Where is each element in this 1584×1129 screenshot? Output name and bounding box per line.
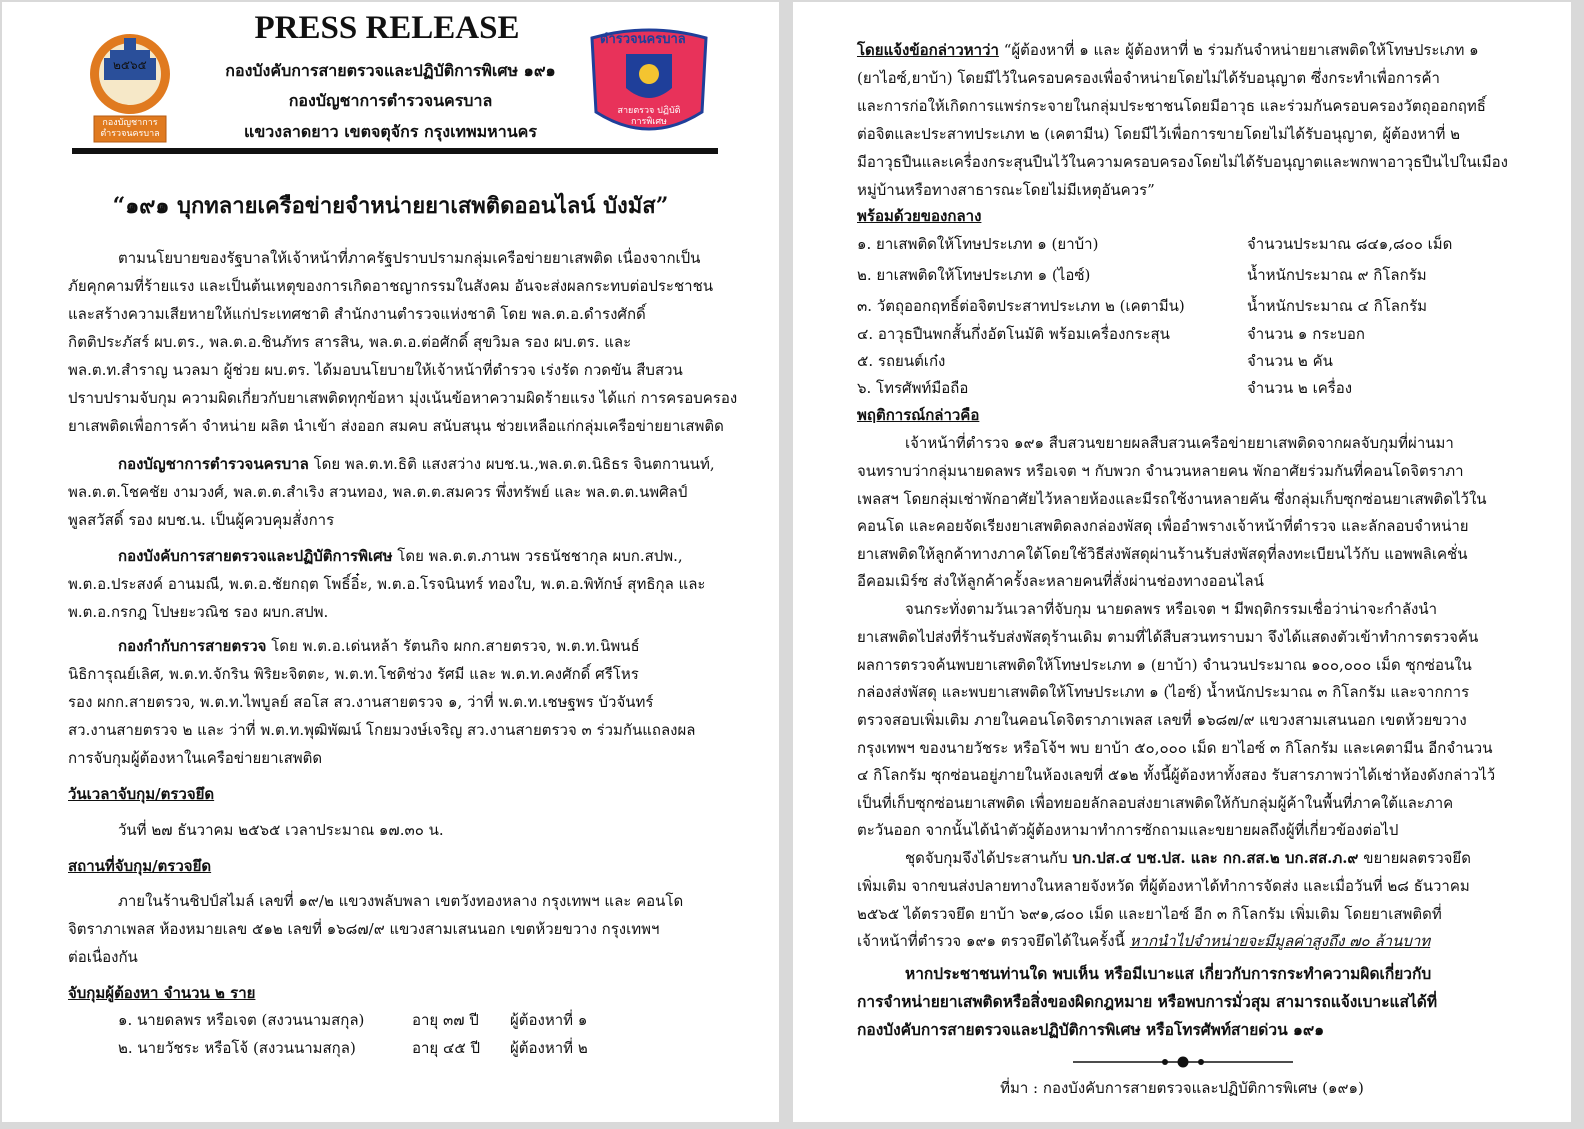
patrol-sub-para-first xyxy=(118,636,640,656)
evidence-item: ๖. โทรศัพท์มือถือ xyxy=(857,379,969,397)
intro-line: ยาเสพติดเพื่อการค้า จำหน่าย ผลิต นำเข้า ส่งออก สมคบ สนับสนุน ช่วยเหลือแก่กลุ่มเครือข่ายยาเสพติด xyxy=(68,417,724,435)
coordination-line: เพิ่มเติม จากขนส่งปลายทางในหลายจังหวัด ที่ผู้ต้องหาได้ทำการจัดส่ง และเมื่อวันที่ ๒๘ ธันวาคม xyxy=(857,877,1470,895)
evidence-item: ๔. อาวุธปืนพกสั้นกึ่งอัตโนมัติ พร้อมเครื่องกระสุน xyxy=(857,325,1170,343)
public-notice-line: การจำหน่ายยาเสพติดหรือสิ่งของผิดกฎหมาย หรือพบการมั่วสุม สามารถแจ้งเบาะแสได้ที่ xyxy=(857,992,1438,1011)
source-credit: ที่มา : กองบังคับการสายตรวจและปฏิบัติการพิเศษ (๑๙๑) xyxy=(1000,1079,1364,1097)
behavior-heading: พฤติการณ์กล่าวคือ xyxy=(857,406,980,424)
arrest-place-line: ต่อเนื่องกัน xyxy=(68,948,138,966)
behavior-line: ยาเสพติดไปส่งที่ร้านรับส่งพัสดุร้านเดิม ตามที่ได้สืบสวนทราบมา จึงได้แสดงตัวเข้าทำการตรวจค้น xyxy=(857,628,1479,646)
coordination-start: ชุดจับกุมจึงได้ประสานกับ xyxy=(905,849,1073,867)
suspect-age: อายุ ๔๕ ปี xyxy=(412,1039,480,1057)
arrest-place-line: จิตราภาเพลส ห้องหมายเลข ๕๑๒ เลขที่ ๑๖๘๗/๙ แขวงสามเสนนอก เขตห้วยขวาง กรุงเทพฯ xyxy=(68,920,660,938)
intro-line: กิตติประภัสร์ ผบ.ตร., พล.ต.อ.ชินภัทร สารสิน, พล.ต.อ.ต่อศักดิ์ สุขวิมล รอง ผบ.ตร. และ xyxy=(68,333,632,351)
charge-line: ต่อจิตและประสาทประเภท ๒ (เคตามีน) โดยมีไว้เพื่อการขายโดยไม่ได้รับอนุญาต, ผู้ต้องหาที่ ๒ xyxy=(857,125,1461,143)
metro-police-line: พล.ต.ต.โชคชัย งามวงศ์, พล.ต.ต.สำเริง สวนทอง, พล.ต.ต.สมควร พึ่งทรัพย์ และ พล.ต.ต.นพศิลป์ xyxy=(68,483,688,501)
total-value-emphasis: หากนำไปจำหน่ายจะมีมูลค่าสูงถึง ๗๐ ล้านบาท xyxy=(1129,932,1431,950)
patrol-sub-line: สว.งานสายตรวจ ๒ และ ว่าที่ พ.ต.ท.พุฒิพัฒน์ โกยมวงษ์เจริญ สว.งานสายตรวจ ๓ ร่วมกันแถลงผล xyxy=(68,721,696,739)
intro-line: ปราบปรามจับกุม ความผิดเกี่ยวกับยาเสพติดทุกข้อหา มุ่งเน้นข้อหาความผิดร้ายแรง ได้แก่ การครอบครอง xyxy=(68,389,738,407)
behavior-line: ตรวจสอบเพิ่มเติม ภายในคอนโดจิตราภาเพลส เลขที่ ๑๖๘๗/๙ แขวงสามเสนนอก เขตห้วยขวาง xyxy=(857,711,1467,729)
evidence-item: ๑. ยาเสพติดให้โทษประเภท ๑ (ยาบ้า) xyxy=(857,235,1099,253)
patrol-sub-line: รอง ผกก.สายตรวจ, พ.ต.ท.ไพบูลย์ สอโส สว.งานสายตรวจ ๑, ว่าที่ พ.ต.ท.เชษฐพร บัวจันทร์ xyxy=(68,693,654,711)
charge-line: หมู่บ้านหรือทางสาธารณะโดยไม่มีเหตุอันควร” xyxy=(857,181,1155,199)
charge-first-line xyxy=(857,40,1479,60)
evidence-item: ๕. รถยนต์เก๋ง xyxy=(857,352,946,370)
evidence-qty: น้ำหนักประมาณ ๙ กิโลกรัม xyxy=(1247,266,1427,284)
behavior-line: ยาเสพติดให้ลูกค้าทางภาคใต้โดยใช้วิธีส่งพัสดุผ่านร้านรับส่งพัสดุที่ลงทะเบียนไว้กับ แอพพลิเคชั่น xyxy=(857,545,1468,563)
evidence-heading: พร้อมด้วยของกลาง xyxy=(857,207,982,225)
left-logo-label: กองบัญชาการ ตำรวจนครบาล xyxy=(100,118,160,139)
patrol-sub-text: โดย พ.ต.อ.เด่นหล้า รัตนกิจ ผกก.สายตรวจ, พ.ต.ท.นิพนธ์ xyxy=(266,637,640,655)
headline: “๑๙๑ บุกทลายเครือข่ายจำหน่ายยาเสพติดออนไลน์ บังมัส” xyxy=(112,193,669,219)
suspect-name: ๑. นายดลพร หรือเจต (สงวนนามสกุล) xyxy=(118,1011,365,1029)
behavior-line: เป็นที่เก็บซุกซ่อนยาเสพติด เพื่อทยอยลักลอบส่งยาเสพติดให้กับกลุ่มผู้ค้าในพื้นที่ภาคใต้และภาค xyxy=(857,794,1454,812)
org-line-1: กองบังคับการสายตรวจและปฏิบัติการพิเศษ ๑๙๑ xyxy=(225,61,556,80)
press-release-page-left xyxy=(2,2,779,1122)
arrest-place-line: ภายในร้านชิปป์สไมล์ เลขที่ ๑๙/๒ แขวงพลับพลา เขตวังทองหลาง กรุงเทพฯ และ คอนโด xyxy=(118,892,684,910)
behavior-line: ๔ กิโลกรัม ซุกซ่อนอยู่ภายในห้องเลขที่ ๕๑๒ ทั้งนี้ผู้ต้องหาทั้งสอง รับสารภาพว่าได้เช่าห้องดังกล่าวไว้ xyxy=(857,766,1496,784)
coordination-first-line xyxy=(905,848,1471,868)
behavior-line: คอนโด และคอยจัดเรียงยาเสพติดลงกล่องพัสดุ เพื่ออำพรางเจ้าหน้าที่ตำรวจ และลักลอบจำหน่าย xyxy=(857,517,1469,535)
behavior-line: กล่องส่งพัสดุ และพบยาเสพติดให้โทษประเภท ๑ (ไอซ์) น้ำหนักประมาณ ๓ กิโลกรัม และจากการ xyxy=(857,683,1470,701)
suspect-role: ผู้ต้องหาที่ ๒ xyxy=(510,1039,588,1057)
evidence-qty: จำนวนประมาณ ๘๔๑,๘๐๐ เม็ด xyxy=(1247,235,1453,253)
arrest-time-heading: วันเวลาจับกุม/ตรวจยึด xyxy=(68,785,215,803)
coordination-last-line xyxy=(857,931,1430,951)
charge-line: มีอาวุธปืนและเครื่องกระสุนปืนไว้ในความครอบครองโดยไม่ได้รับอนุญาตและพกพาอาวุธปืนไปในเมือง xyxy=(857,153,1508,171)
intro-line: ภัยคุกคามที่ร้ายแรง และเป็นต้นเหตุของการเกิดอาชญากรรมในสังคม อันจะส่งผลกระทบต่อประชาชน xyxy=(68,277,714,295)
behavior-line: ตะวันออก จากนั้นได้นำตัวผู้ต้องหามาทำการซักถามและขยายผลถึงผู้ที่เกี่ยวข้องต่อไป xyxy=(857,821,1399,839)
metro-police-text: โดย พล.ต.ท.ธิติ แสงสว่าง ผบช.น.,พล.ต.ต.นิธิธร จินตกานนท์, xyxy=(308,455,715,473)
press-release-page-right xyxy=(793,2,1571,1122)
patrol-division-line: พ.ต.อ.ประสงค์ อานมณี, พ.ต.อ.ชัยกฤต โพธิ์อิ๋ะ, พ.ต.อ.โรจนินทร์ ทองใบ, พ.ต.อ.พิทักษ์ สุทธิกุล และ xyxy=(68,575,706,593)
ornamental-divider xyxy=(1073,1054,1293,1068)
intro-line: และสร้างความเสียหายให้แก่ประเทศชาติ สำนักงานตำรวจแห่งชาติ โดย พล.ต.อ.ดำรงศักดิ์ xyxy=(68,305,646,323)
charge-line: และการก่อให้เกิดการแพร่กระจายในกลุ่มประชาชนโดยมีอาวุธ และร่วมกันครอบครองวัตถุออกฤทธิ์ xyxy=(857,97,1486,115)
patrol-division-label: กองบังคับการสายตรวจและปฏิบัติการพิเศษ xyxy=(118,547,393,565)
public-notice-line: กองบังคับการสายตรวจและปฏิบัติการพิเศษ หรือโทรศัพท์สายด่วน ๑๙๑ xyxy=(857,1020,1325,1039)
metro-police-para-first xyxy=(118,454,715,474)
charge-text: “ผู้ต้องหาที่ ๑ และ ผู้ต้องหาที่ ๒ ร่วมกันจำหน่ายยาเสพติดให้โทษประเภท ๑ xyxy=(998,41,1479,59)
org-line-2: กองบัญชาการตำรวจนครบาล xyxy=(288,91,493,110)
behavior-line: เจ้าหน้าที่ตำรวจ ๑๙๑ สืบสวนขยายผลสืบสวนเครือข่ายยาเสพติดจากผลจับกุมที่ผ่านมา xyxy=(905,434,1454,452)
coordination-end: ขยายผลตรวจยึด xyxy=(1358,849,1471,867)
patrol-division-line: พ.ต.อ.กรกฎ โปษยะวณิช รอง ผบก.สปพ. xyxy=(68,603,329,621)
arrest-place-heading: สถานที่จับกุม/ตรวจยึด xyxy=(68,857,212,875)
behavior-line: อีคอมเมิร์ซ ส่งให้ลูกค้าครั้งละหลายคนที่สั่งผ่านช่องทางออนไลน์ xyxy=(857,572,1264,590)
patrol-sub-line: การจับกุมผู้ต้องหาในเครือข่ายยาเสพติด xyxy=(68,749,323,767)
coordination-last-text: เจ้าหน้าที่ตำรวจ ๑๙๑ ตรวจยึดได้ในครั้งนี้ xyxy=(857,932,1130,950)
charge-line: (ยาไอซ์,ยาบ้า) โดยมีไว้ในครอบครองเพื่อจำหน่ายโดยไม่ได้รับอนุญาต ซึ่งกระทำเพื่อการค้า xyxy=(857,69,1440,87)
behavior-line: จนทราบว่ากลุ่มนายดลพร หรือเจต ฯ กับพวก จำนวนหลายคน พักอาศัยร่วมกันที่คอนโดจิตราภา xyxy=(857,462,1464,480)
behavior-line: กรุงเทพฯ ของนายวัชระ หรือโจ้ฯ พบ ยาบ้า ๕๐,๐๐๐ เม็ด ยาไอซ์ ๓ กิโลกรัม และเคตามีน อีกจำนวน xyxy=(857,739,1493,757)
behavior-line: ผลการตรวจค้นพบยาเสพติดให้โทษประเภท ๑ (ยาบ้า) จำนวนประมาณ ๑๐๐,๐๐๐ เม็ด ซุกซ่อนใน xyxy=(857,656,1472,674)
coordination-line: ๒๕๖๕ ได้ตรวจยึด ยาบ้า ๖๙๑,๘๐๐ เม็ด และยาไอซ์ อีก ๓ กิโลกรัม เพิ่มเติม โดยยาเสพติดที่ xyxy=(857,905,1442,923)
public-notice-line: หากประชาชนท่านใด พบเห็น หรือมีเบาะแส เกี่ยวกับการกระทำความผิดเกี่ยวกับ xyxy=(905,964,1432,983)
evidence-qty: จำนวน ๑ กระบอก xyxy=(1247,325,1366,343)
behavior-line: จนกระทั่งตามวันเวลาที่จับกุม นายดลพร หรือเจต ฯ มีพฤติกรรมเชื่อว่าน่าจะกำลังนำ xyxy=(905,600,1438,618)
patrol-sub-label: กองกำกับการสายตรวจ xyxy=(118,637,267,655)
suspects-heading: จับกุมผู้ต้องหา จำนวน ๒ ราย xyxy=(68,984,256,1002)
metro-police-line: พูลสวัสดิ์ รอง ผบช.น. เป็นผู้ควบคุมสั่งการ xyxy=(68,511,335,529)
charge-label: โดยแจ้งข้อกล่าวหาว่า xyxy=(857,41,999,59)
org-line-3: แขวงลาดยาว เขตจตุจักร กรุงเทพมหานคร xyxy=(244,122,537,141)
suspect-name: ๒. นายวัชระ หรือโจ้ (สงวนนามสกุล) xyxy=(118,1039,356,1057)
metro-police-label: กองบัญชาการตำรวจนครบาล xyxy=(118,455,309,473)
evidence-item: ๒. ยาเสพติดให้โทษประเภท ๑ (ไอซ์) xyxy=(857,266,1091,284)
evidence-item: ๓. วัตถุออกฤทธิ์ต่อจิตประสาทประเภท ๒ (เคตามีน) xyxy=(857,297,1185,315)
suspect-role: ผู้ต้องหาที่ ๑ xyxy=(510,1011,588,1029)
left-logo-year: ๒๕๖๕ xyxy=(113,58,147,72)
evidence-qty: จำนวน ๒ เครื่อง xyxy=(1247,379,1353,397)
intro-line: พล.ต.ท.สำราญ นวลมา ผู้ช่วย ผบ.ตร. ได้มอบนโยบายให้เจ้าหน้าที่ตำรวจ เร่งรัด กวดขัน สืบสวน xyxy=(68,361,683,379)
arrest-time-text: วันที่ ๒๗ ธันวาคม ๒๕๖๕ เวลาประมาณ ๑๗.๓๐ น. xyxy=(118,821,444,839)
patrol-sub-line: นิธิการุณย์เลิศ, พ.ต.ท.จักริน พิริยะจิตตะ, พ.ต.ท.โชติช่วง รัศมี และ พ.ต.ท.คงศักดิ์ ศรีโหร xyxy=(68,665,639,683)
patrol-division-text: โดย พล.ต.ต.ภานพ วรธนัชชากุล ผบก.สปพ., xyxy=(392,547,683,565)
behavior-line: เพลสฯ โดยกลุ่มเช่าพักอาศัยไว้หลายห้องและมีรถใช้งานหลายคัน ซึ่งกลุ่มเก็บซุกซ่อนยาเสพติดไว้ใน xyxy=(857,490,1487,508)
suspect-age: อายุ ๓๗ ปี xyxy=(412,1011,479,1029)
right-logo-bottom-text: สายตรวจ ปฏิบัติการพิเศษ xyxy=(617,106,681,127)
evidence-qty: จำนวน ๒ คัน xyxy=(1247,352,1333,370)
evidence-qty: น้ำหนักประมาณ ๔ กิโลกรัม xyxy=(1247,297,1428,315)
intro-line: ตามนโยบายของรัฐบาลให้เจ้าหน้าที่ภาครัฐปราบปรามกลุ่มเครือข่ายยาเสพติด เนื่องจากเป็น xyxy=(118,249,701,267)
patrol-division-para-first xyxy=(118,546,683,566)
coordination-units: บก.ปส.๔ บช.ปส. และ กก.สส.๒ บก.สส.ภ.๙ xyxy=(1072,849,1359,867)
right-logo-top-text: ตำรวจนครบาล xyxy=(600,32,686,47)
header-rule xyxy=(72,148,718,154)
press-release-title: PRESS RELEASE xyxy=(254,10,520,46)
